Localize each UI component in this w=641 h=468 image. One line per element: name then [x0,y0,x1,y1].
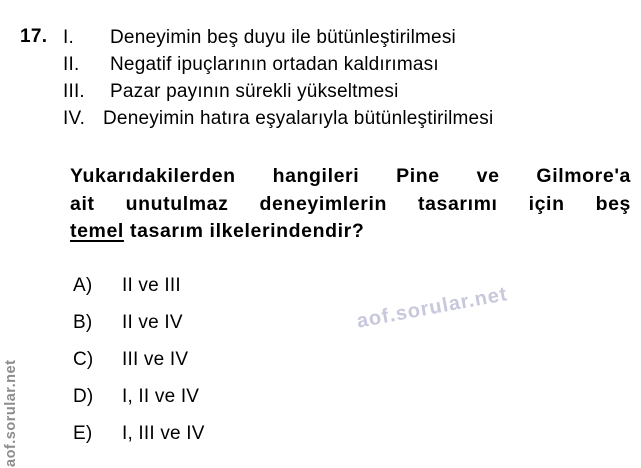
premise-numeral: IV. [63,108,86,129]
premise-item-2 [63,51,493,78]
option-text: II ve III [122,275,181,296]
option-row-c [73,348,205,371]
options-list [73,274,205,459]
option-row-d [73,385,205,408]
option-row-e [73,422,205,445]
option-text: I, III ve IV [122,423,205,444]
underlined-word: temel [70,220,124,242]
question-line-3-rest: tasarım ilkelerindendir? [123,220,365,242]
question-line-2: ait unutulmaz deneyimlerin tasarımı için beş [70,192,631,215]
premise-list [63,24,493,132]
option-letter: B) [73,312,93,333]
option-letter: E) [73,423,93,444]
option-text: I, II ve IV [122,386,200,407]
question-stem [70,163,631,246]
premise-numeral: II. [63,54,80,75]
premise-numeral: III. [63,81,85,102]
premise-item-1 [63,24,493,51]
premise-text: Negatif ipuçlarının ortadan kaldırıması [110,54,439,75]
option-text: III ve IV [122,349,189,370]
option-letter: D) [73,386,94,407]
premise-item-4 [63,105,493,132]
question-line-3 [70,218,631,246]
question-number: 17. [20,26,48,47]
watermark-vertical: aof.sorular.net [3,359,19,467]
option-text: II ve IV [122,312,183,333]
option-row-a [73,274,205,297]
premise-text: Deneyimin beş duyu ile bütünleştirilmesi [110,27,456,48]
watermark-diagonal: aof.sorular.net [355,283,510,333]
option-letter: C) [73,349,94,370]
premise-numeral: I. [63,27,74,48]
premise-item-3 [63,78,493,105]
question-line-1: Yukarıdakilerden hangileri Pine ve Gilmore'a [70,165,631,187]
option-row-b [73,311,205,334]
premise-text: Pazar payının sürekli yükseltmesi [110,81,399,102]
option-letter: A) [73,275,93,296]
premise-text: Deneyimin hatıra eşyalarıyla bütünleştirilmesi [103,108,494,129]
